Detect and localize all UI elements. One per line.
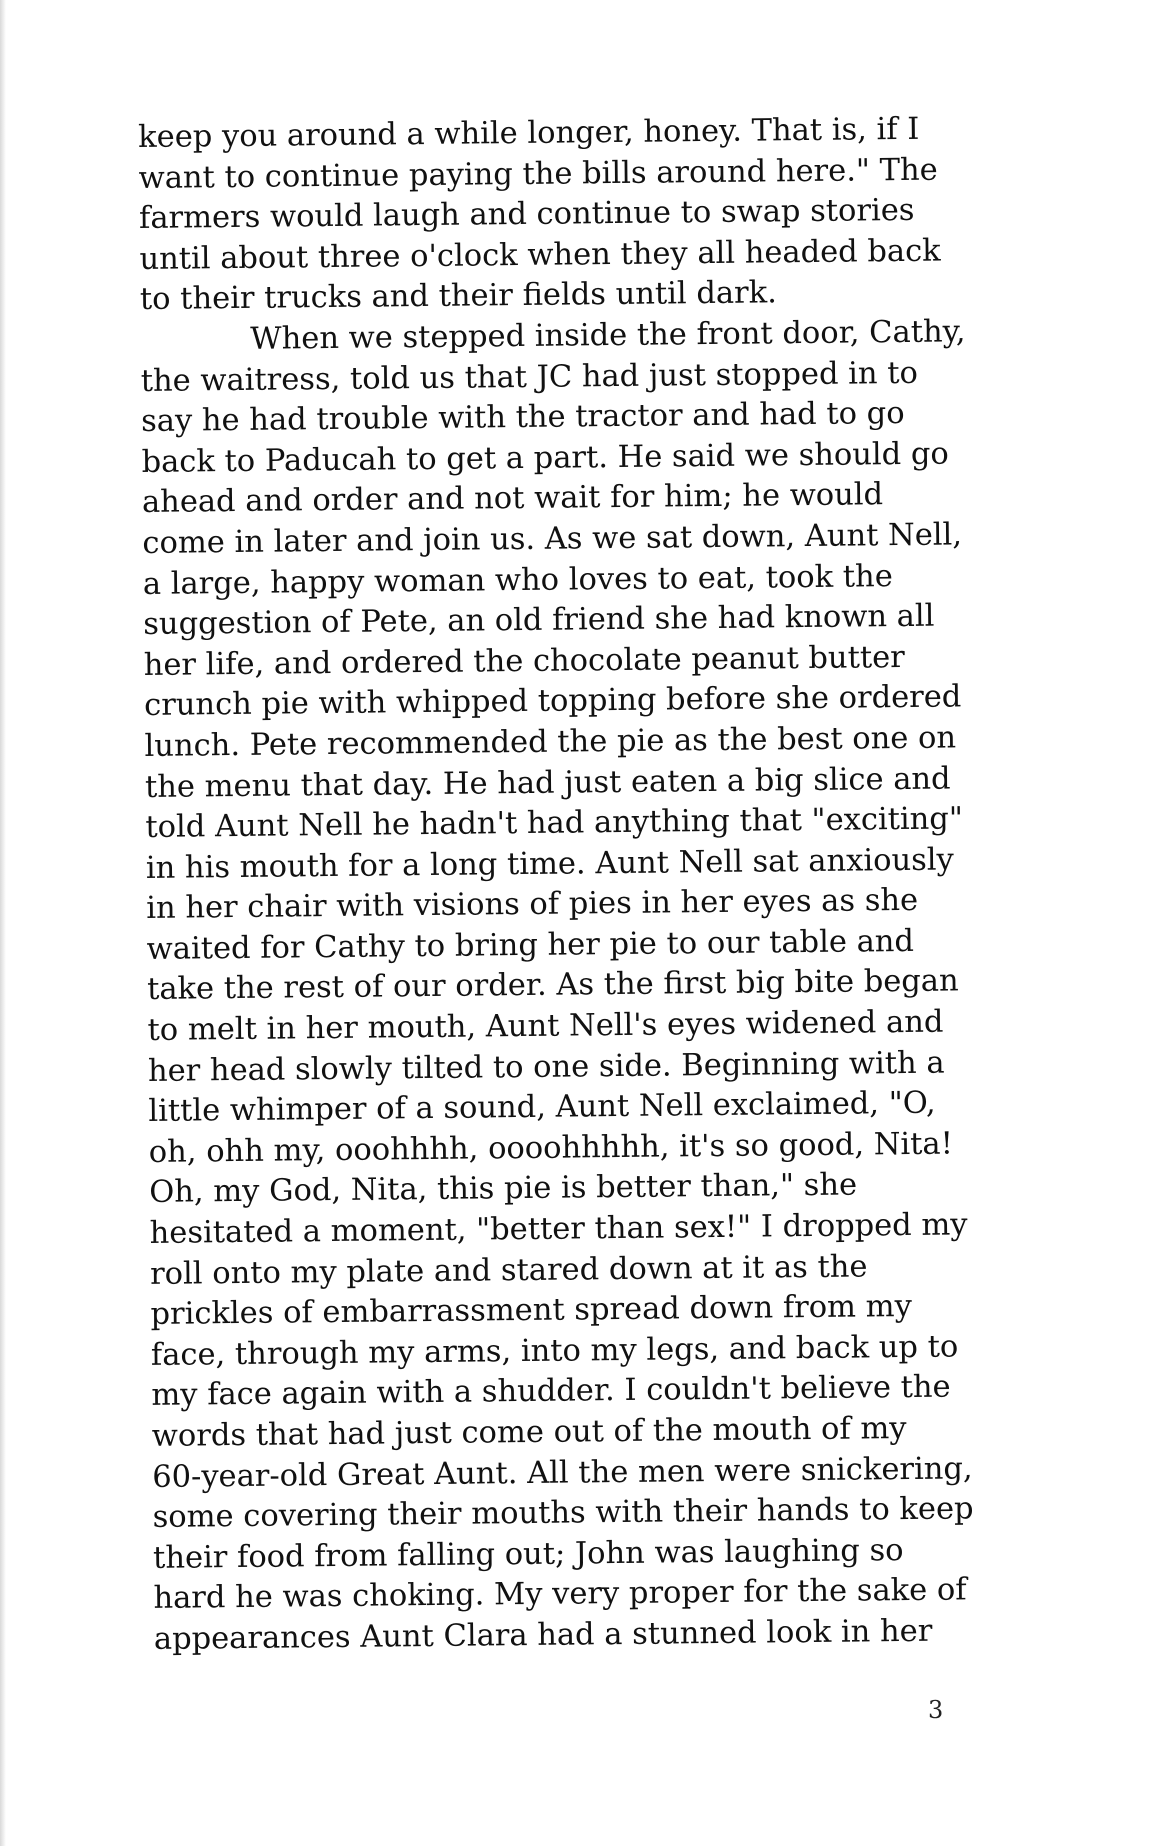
text-line: waited for Cathy to bring her pie to our table and (146, 923, 915, 967)
text-line: a large, happy woman who loves to eat, took the (142, 558, 893, 602)
text-line: farmers would laugh and continue to swap stories (138, 193, 915, 237)
text-line: until about three o'clock when they all headed back (139, 233, 941, 277)
text-line: 60-year-old Great Aunt. All the men were snickering, (152, 1450, 973, 1495)
text-line: Oh, my God, Nita, this pie is better than," she (149, 1167, 858, 1211)
text-line: say he had trouble with the tractor and had to go (140, 396, 905, 440)
text-line: their food from falling out; John was laughing so (152, 1532, 904, 1576)
text-line: take the rest of our order. As the first big bite began (146, 963, 959, 1008)
text-line: some covering their mouths with their hands to keep (152, 1491, 974, 1536)
text-line: prickles of embarrassment spread down from my (150, 1289, 913, 1333)
text-line: face, through my arms, into my legs, and back up to (150, 1329, 959, 1373)
text-line: want to continue paying the bills around here." The (138, 152, 938, 196)
text-line: appearances Aunt Clara had a stunned look in her (153, 1613, 933, 1657)
text-line: in her chair with visions of pies in her eyes as she (146, 883, 919, 927)
text-line: hard he was choking. My very proper for the sake of (153, 1572, 967, 1617)
paragraph-start-line: When we stepped inside the front door, Cathy, (250, 314, 966, 357)
text-line: told Aunt Nell he hadn't had anything that "exciting" (145, 801, 964, 846)
text-line: words that had just come out of the mouth of my (151, 1411, 907, 1454)
page-edge-shadow (0, 0, 6, 1846)
text-line: back to Paducah to get a part. He said we should go (141, 436, 949, 480)
text-line: hesitated a moment, "better than sex!" I dropped my (149, 1207, 968, 1251)
text-line: little whimper of a sound, Aunt Nell exclaimed, "O, (148, 1085, 936, 1130)
body-text (138, 109, 984, 1660)
text-line: her head slowly tilted to one side. Beginning with a (147, 1045, 945, 1089)
text-line: in his mouth for a long time. Aunt Nell sat anxiously (145, 842, 954, 886)
text-line: my face again with a shudder. I couldn't believe the (151, 1369, 951, 1414)
text-line: roll onto my plate and stared down at it as the (149, 1249, 868, 1292)
text-line: ahead and order and not wait for him; he would (141, 477, 884, 521)
text-line: crunch pie with whipped topping before she ordered (143, 679, 962, 724)
text-line: to melt in her mouth, Aunt Nell's eyes widened and (147, 1004, 944, 1049)
text-line: keep you around a while longer, honey. That is, if I (138, 111, 920, 155)
text-line: the waitress, told us that JC had just stopped in to (140, 355, 919, 399)
text-line: lunch. Pete recommended the pie as the best one on (144, 720, 957, 764)
text-line: suggestion of Pete, an old friend she had known all (143, 598, 935, 643)
text-line: oh, ohh my, ooohhhh, oooohhhhh, it's so good, Nita! (148, 1126, 954, 1170)
text-line: the menu that day. He had just eaten a big slice and (144, 761, 951, 805)
text-line: to their trucks and their fields until dark. (139, 275, 778, 318)
page-number: 3 (928, 1696, 944, 1724)
text-line: her life, and ordered the chocolate peanut butter (143, 639, 905, 683)
text-line: come in later and join us. As we sat down, Aunt Nell, (142, 517, 963, 561)
